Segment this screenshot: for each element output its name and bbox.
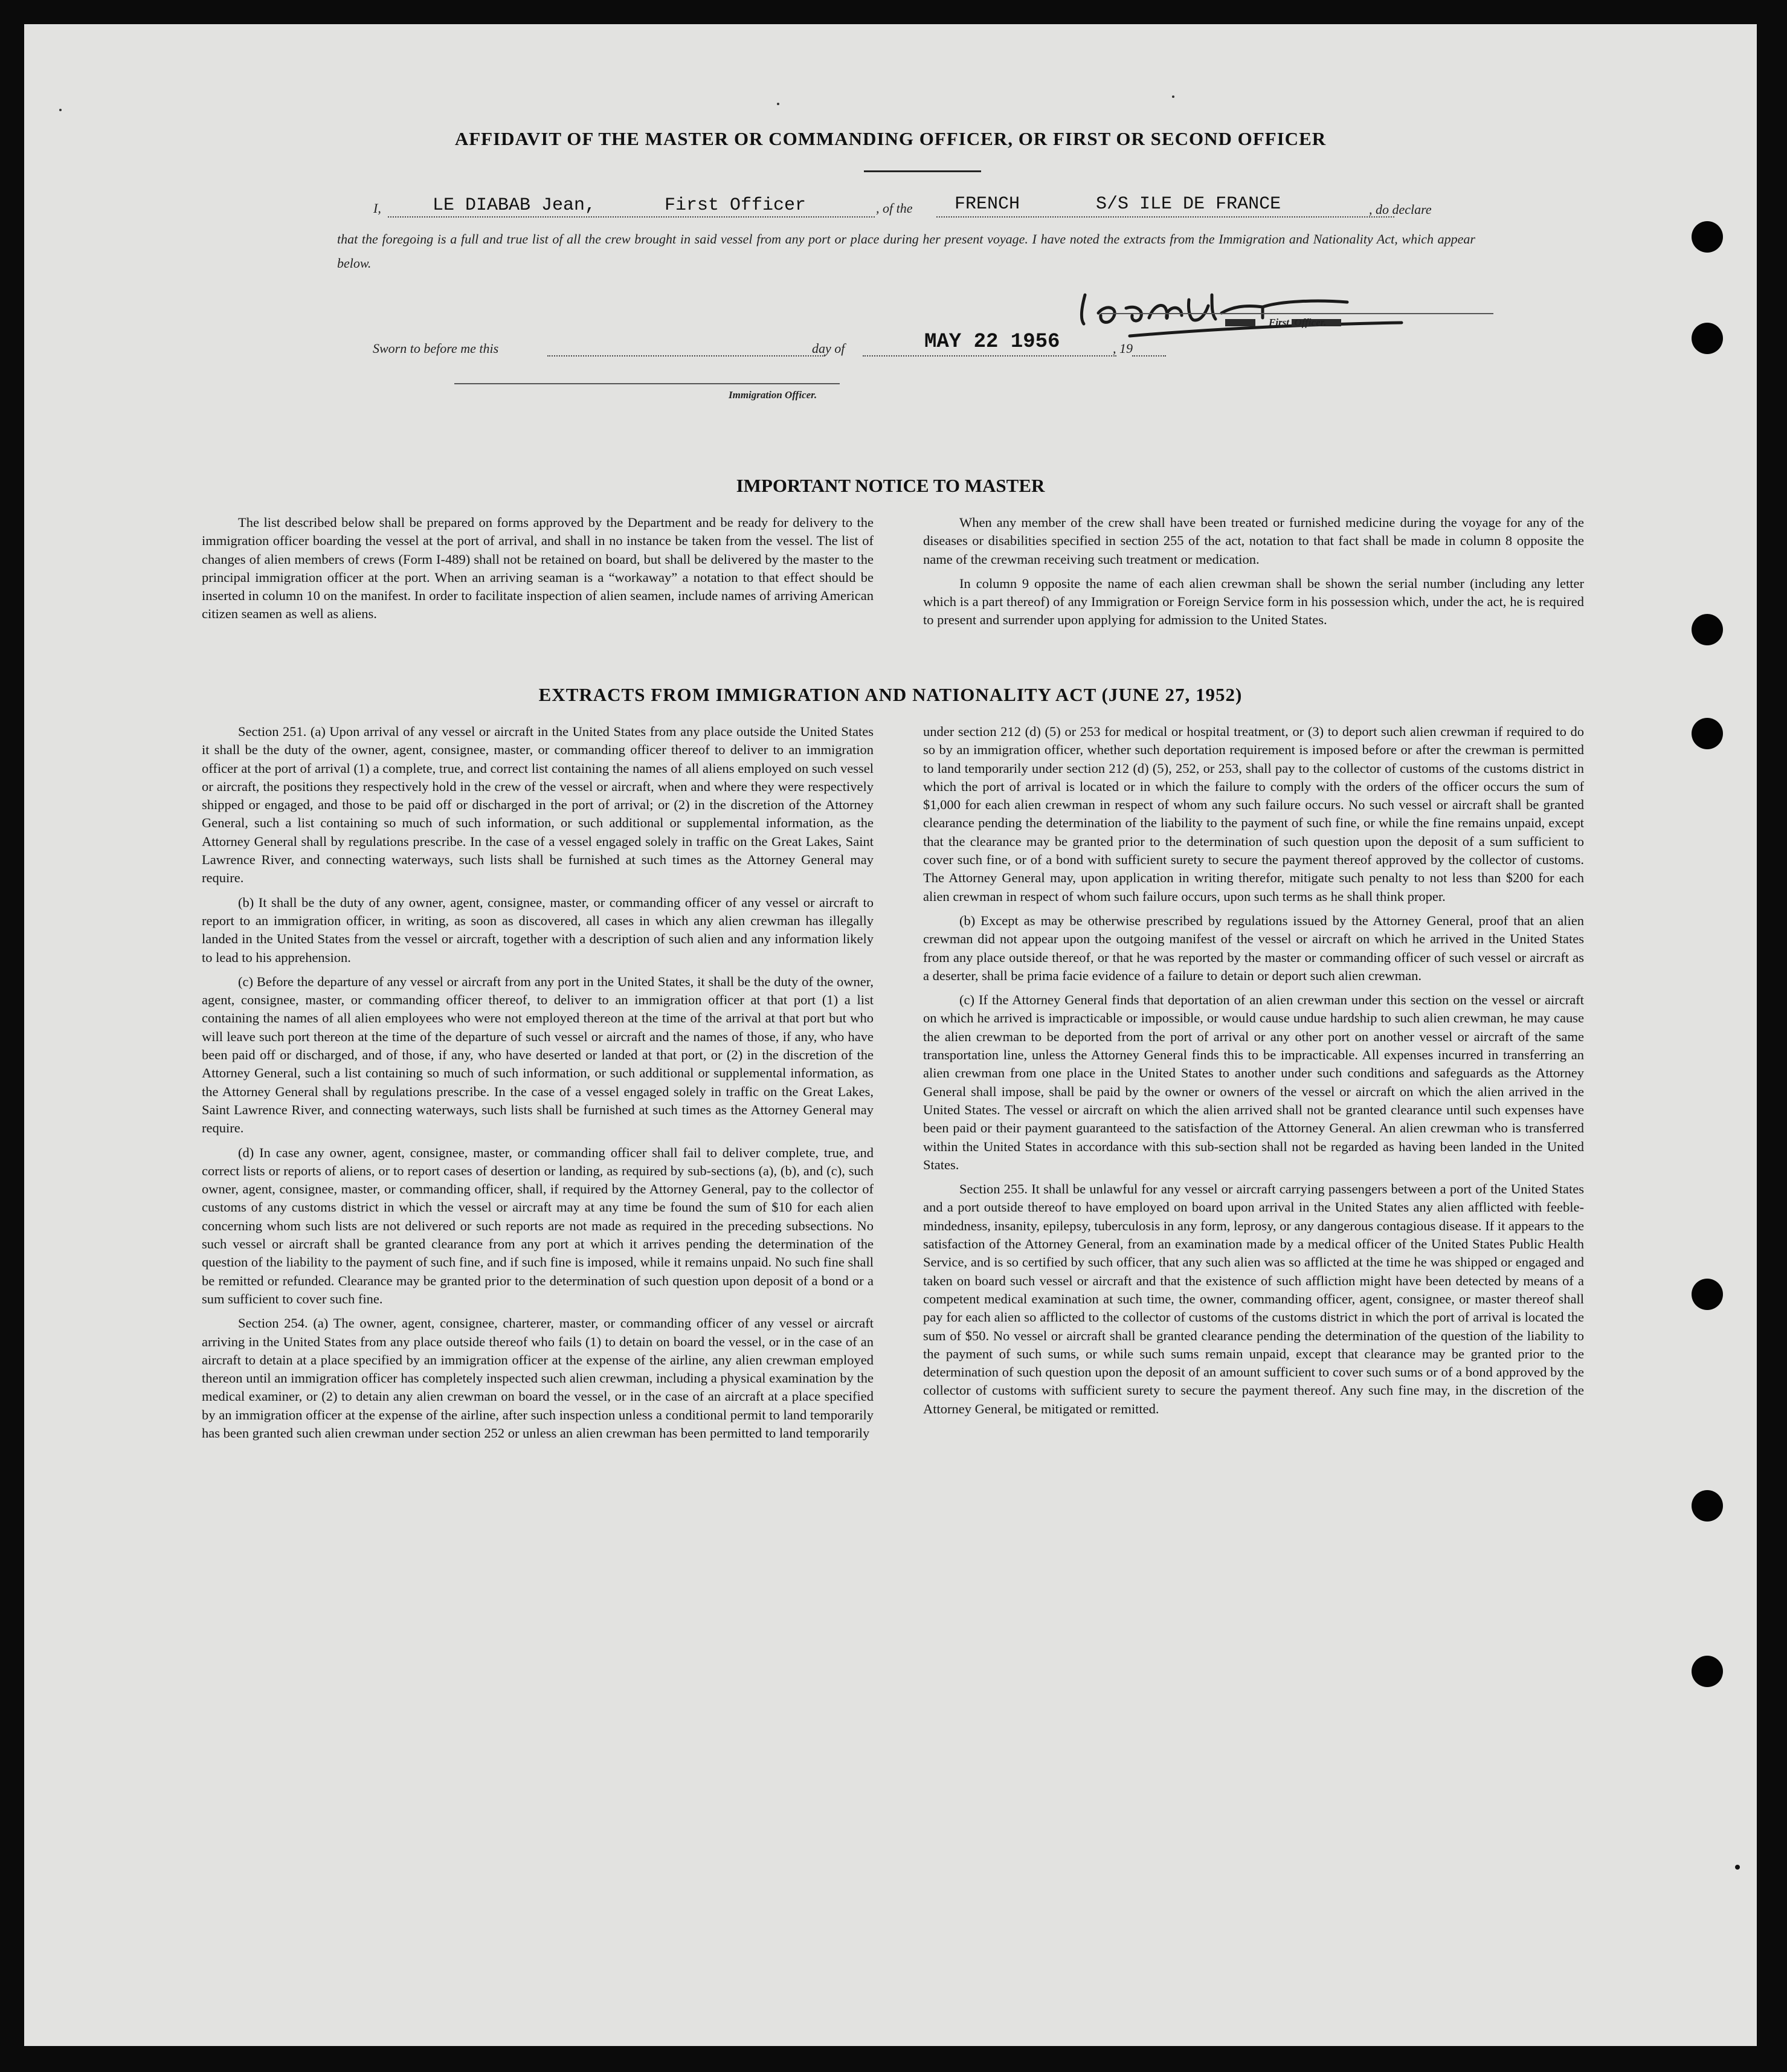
sworn-day-line — [547, 355, 825, 357]
punch-hole — [1692, 1656, 1723, 1687]
punch-hole — [1692, 323, 1723, 354]
signature-caption: First Officer. — [1269, 317, 1327, 328]
section-254-a: Section 254. (a) The owner, agent, consignee, charterer, master, or commanding officer of any vessel or aircraft arriving in the United States from any place outside thereof who fails (1) to detain on board the vessel, or in the case of an aircraft to detain at a place specified by an immigration officer at the expense of the airline, any alien crewman employed thereon until an immigration officer has completely inspected such alien crewman, including a physical examination by the medical examiner, or (2) to detain any alien crewman on board the vessel, or in the case of an aircraft at a place specified by an immigration officer at the expense of the airline, after such inspection unless a conditional permit to land temporarily has been granted such alien crewman under section 252 or unless an alien crewman has been permitted to land temporarily — [202, 1315, 874, 1441]
section-254-c: (c) If the Attorney General finds that deportation of an alien crewman under this section on the vessel or aircraft on which he arrived is impracticable or impossible, or would cause undue hardship to such alien crewman, he may cause the alien crewman to be deported from the port of arrival or any other port on another vessel or aircraft of the same transportation line, unless the Attorney General finds this to be impracticable. All expenses incurred in transferring an alien crewman from one place in the United States to another under such conditions and safeguards as the Attorney General shall impose, shall be paid by the owner or owners of the vessel or aircraft on which the alien arrived in the United States. The vessel or aircraft on which the alien arrived shall not be granted clearance until such expenses have been paid or their payment guaranteed to the satisfaction of the Attorney General. An alien crewman who is transferred within the United States in accordance with this sub-section shall not be regarded as having been landed in the United States. — [923, 992, 1584, 1172]
notice-right-paragraph-1: When any member of the crew shall have been treated or furnished medicine during the voyage for any of the diseases or disabilities specified in section 255 of the act, notation to that fact shall be made in column 8 opposite the name of the crewman receiving such treatment or medication. — [923, 515, 1584, 567]
punch-hole — [1692, 614, 1723, 645]
document-page — [24, 24, 1757, 2046]
notice-title: IMPORTANT NOTICE TO MASTER — [736, 475, 1045, 496]
punch-hole — [1692, 718, 1723, 749]
declaration-prefix: I, — [373, 201, 381, 216]
section-251-b: (b) It shall be the duty of any owner, agent, consignee, master, or commanding officer of any vessel or aircraft to report to an immigration officer, in writing, as soon as discovered, all cases in which any alien crewman has illegally landed in the United States from the vessel or aircraft, together with a description of such alien and any information likely to lead to his apprehension. — [202, 894, 874, 965]
declarant-rank: First Officer — [665, 195, 807, 216]
speck — [1172, 95, 1174, 98]
declarant-name: LE DIABAB Jean, — [433, 195, 596, 216]
notice-left-column — [202, 514, 874, 630]
vessel-field-line — [936, 216, 1394, 218]
extracts-title: EXTRACTS FROM IMMIGRATION AND NATIONALITY ACT (JUNE 27, 1952) — [538, 684, 1243, 705]
officer-signature — [1063, 271, 1474, 343]
title-underline — [864, 170, 981, 172]
speck — [777, 103, 779, 105]
sworn-label: Sworn to before me this — [373, 341, 499, 356]
notice-right-column — [923, 514, 1584, 636]
date-stamp: MAY 22 1956 — [924, 331, 1060, 353]
section-251-c: (c) Before the departure of any vessel or aircraft from any port in the United States, it shall be the duty of the owner, agent, consignee, master, or commanding officer thereof, to deliver to an immigration officer at that port (1) a list containing the names of all alien employees who were not employed thereon at the time of the arrival at that port but who will leave such port thereon at the time of the departure of such vessel or aircraft and the names of those, if any, who have been paid off or discharged, and of those, if any, who have deserted or landed at that port, or (2) in the discretion of the Attorney General, such a list containing so much of such information, or such additional or supplemental information, as the Attorney General shall by regulations prescribe. In the case of a vessel engaged solely in traffic on the Great Lakes, Saint Lawrence River, and connecting waterways, such lists shall be furnished at such times as the Attorney General may require. — [202, 973, 874, 1136]
do-declare-label: , do declare — [1369, 202, 1432, 217]
section-251-a: Section 251. (a) Upon arrival of any vessel or aircraft in the United States from any place outside the United States it shall be the duty of the owner, agent, consignee, master, or commanding officer thereof to deliver to an immigration officer at the port of arrival (1) a complete, true, and correct list containing the names of all aliens employed on such vessel or aircraft, the positions they respectively hold in the crew of the vessel or aircraft, when and where they were respectively shipped or engaged, and those to be paid off or discharged in the port of arrival; or (2) in the discretion of the Attorney General, such a list containing so much of such information, or such additional or supplemental information, as the Attorney General shall by regulations prescribe. In the case of a vessel engaged solely in traffic on the Great Lakes, Saint Lawrence River, and connecting waterways, such lists shall be furnished at such times as the Attorney General may require. — [202, 724, 874, 886]
vessel-name: FRENCH S/S ILE DE FRANCE — [955, 194, 1281, 215]
punch-hole — [1692, 1490, 1723, 1522]
affidavit-title: AFFIDAVIT OF THE MASTER OR COMMANDING OFFICER, OR FIRST OR SECOND OFFICER — [454, 128, 1327, 149]
month-line — [863, 355, 1116, 357]
notice-right-paragraph-2: In column 9 opposite the name of each alien crewman shall be shown the serial number (including any letter which is a part thereof) of any Immigration or Foreign Service form in his possession which, under the act, he is required to present and surrender upon applying for admission to the United States. — [923, 575, 1584, 628]
speck — [59, 109, 62, 111]
punch-hole — [1692, 1279, 1723, 1310]
immigration-officer-caption: Immigration Officer. — [729, 389, 817, 401]
speck — [1735, 1865, 1740, 1870]
section-255: Section 255. It shall be unlawful for any vessel or aircraft carrying passengers between a port of the United States and a port outside thereof to have employed on board upon arrival in the United States any alien afflicted with feeble-mindedness, insanity, epilepsy, tuberculosis in any form, leprosy, or any dangerous contagious disease. If it appears to the satisfaction of the Attorney General, from an examination made by a medical officer of the United States Public Health Service, and is so certified by such officer, that any such alien was so afflicted at the time he was shipped or engaged and taken on board such vessel or aircraft and that the existence of such affliction might have been detected by means of a competent medical examination at such time, the owner, commanding officer, agent, consignee, or master thereof shall pay for each alien so afflicted to the collector of customs of the customs district in which the port of arrival is located the sum of $50. No vessel or aircraft shall be granted clearance pending the determination of the question of the liability to the payment of such sums, or while such sums remain unpaid, except that clearance may be granted prior to the determination of such question upon the deposit of an amount sufficient to cover such sums or of a bond approved by the collector of customs with sufficient surety to secure the payment thereof. Any such fine may, in the discretion of the Attorney General, be mitigated or remitted. — [923, 1181, 1584, 1416]
signature-line — [1101, 313, 1493, 314]
name-field-line — [388, 216, 875, 218]
year-suffix: , 19 — [1113, 341, 1133, 356]
punch-hole — [1692, 221, 1723, 253]
struck-out-master — [1225, 319, 1255, 326]
extracts-left-column — [202, 723, 874, 1448]
of-the-label: , of the — [876, 201, 913, 216]
immigration-officer-line — [454, 383, 840, 384]
year-line — [1132, 355, 1166, 357]
declaration-body: that the foregoing is a full and true list of all the crew brought in said vessel from any port or place during her present voyage. I have noted the extracts from the Immigration and Nationality Act, which appear below. — [337, 231, 1475, 271]
section-254-b: (b) Except as may be otherwise prescribed by regulations issued by the Attorney General, proof that an alien crewman did not appear upon the outgoing manifest of the vessel or aircraft on which he arrived in the United States from any place outside thereof, or that he was reported by the master or commanding officer of such vessel or aircraft as a deserter, shall be prima facie evidence of a failure to detain or deport such alien crewman. — [923, 912, 1584, 983]
section-254-a-continued: under section 212 (d) (5) or 253 for medical or hospital treatment, or (3) to deport such alien crewman if required to do so by an immigration officer, whether such deportation requirement is imposed before or after the crewman is permitted to land temporarily under section 212 (d) (5), 252, or 253, shall pay to the collector of customs of the customs district in which the port of arrival is located or in which the failure to comply with the orders of the officer occurs the sum of $1,000 for each alien crewman in respect of whom any such failure occurs. No such vessel or aircraft shall be granted clearance pending the determination of the liability to the payment of such fine, or while the fine remains unpaid, except that the clearance may be granted prior to the determination of such question upon the deposit of a sum sufficient to cover such fine, or of a bond with sufficient surety to secure the payment thereof approved by the collector of customs. The Attorney General may, upon application in writing therefor, mitigate such penalty to not less than $200 for each alien crewman in respect of whom such failure occurs, upon such terms as he shall think proper. — [923, 724, 1584, 904]
day-of-label: day of — [812, 341, 845, 356]
notice-left-paragraph: The list described below shall be prepared on forms approved by the Department and be ready for delivery to the immigration officer boarding the vessel at the port of arrival, and shall in no instance be taken from the vessel. The list of changes of alien members of crews (Form I-489) shall not be retained on board, but shall be delivered by the master to the principal immigration officer at the port. When an arriving seaman is a “workaway” a notation to that effect should be inserted in column 10 on the manifest. In order to facilitate inspection of alien seamen, include names of arriving American citizen seamen as well as aliens. — [202, 515, 874, 622]
section-251-d: (d) In case any owner, agent, consignee, master, or commanding officer shall fail to deliver complete, true, and correct lists or reports of aliens, or to report cases of desertion or landing, as required by sub-sections (a), (b), and (c), such owner, agent, consignee, master, or commanding officer, shall, if required by the Attorney General, pay to the collector of customs of any customs district in which the vessel or aircraft may at any time be found the sum of $10 for each alien concerning whom such lists are not delivered or such reports are not made as required in the preceding subsections. No such vessel or aircraft shall be granted clearance from any port at which it arrives pending the determination of the question of the liability to the payment of such fine, and if such fine is imposed, while it remains unpaid. No such fine shall be remitted or refunded. Clearance may be granted prior to the determination of such question upon deposit of a bond or a sum sufficient to cover such fine. — [202, 1144, 874, 1306]
extracts-right-column — [923, 723, 1584, 1424]
